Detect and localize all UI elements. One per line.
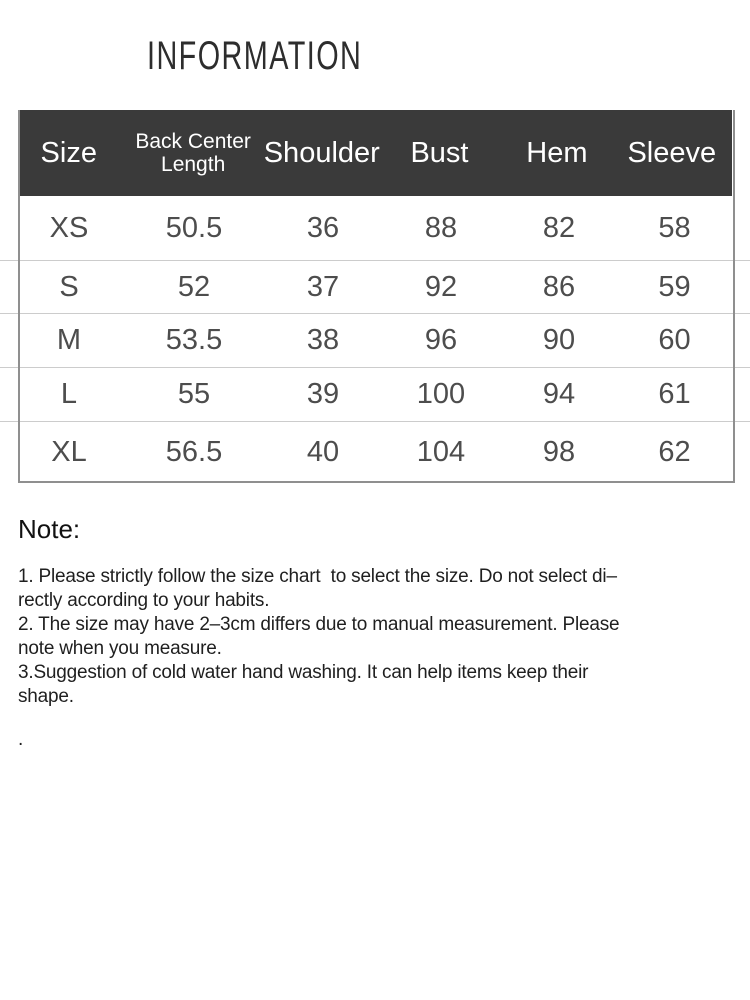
- notes-section: [18, 514, 740, 752]
- note-line-5: 3.Suggestion of cold water hand washing. It can help items keep their: [18, 662, 589, 683]
- hem-cell: 86: [542, 270, 576, 303]
- column-header-size: Size: [40, 136, 97, 169]
- hem-cell: 98: [542, 436, 576, 468]
- column-header-back-center-length: Back Center Length: [135, 130, 251, 176]
- bust-cell: 92: [424, 270, 458, 303]
- bust-cell: 100: [416, 378, 466, 410]
- trailing-period: .: [18, 729, 24, 750]
- shoulder-cell: 37: [306, 270, 340, 303]
- column-header-shoulder: Shoulder: [263, 136, 380, 169]
- table-right-border: [733, 110, 735, 483]
- table-bottom-border: [18, 481, 735, 483]
- note-line-6: shape.: [18, 686, 74, 707]
- size-chart-header-row: [18, 110, 732, 196]
- shoulder-cell: 39: [306, 378, 340, 410]
- bust-cell: 104: [416, 436, 466, 468]
- shoulder-cell: 38: [306, 324, 340, 356]
- hem-cell: 82: [542, 211, 576, 244]
- note-line-2: rectly according to your habits.: [18, 590, 270, 611]
- bust-cell: 96: [424, 324, 458, 356]
- size-cell: L: [60, 378, 78, 410]
- shoulder-cell: 40: [306, 436, 340, 468]
- table-row-s: [0, 261, 750, 314]
- size-cell: M: [56, 324, 82, 356]
- sleeve-cell: 58: [658, 211, 691, 244]
- size-cell: S: [59, 270, 79, 303]
- column-header-hem: Hem: [526, 136, 588, 169]
- size-cell: XS: [49, 211, 89, 244]
- back-center-length-cell: 55: [177, 378, 211, 410]
- back-center-length-cell: 56.5: [165, 436, 223, 468]
- back-center-length-cell: 53.5: [165, 324, 223, 356]
- size-chart-body: [0, 196, 750, 483]
- hem-cell: 94: [542, 378, 576, 410]
- bust-cell: 88: [424, 211, 458, 244]
- sleeve-cell: 60: [658, 324, 691, 356]
- table-row-m: [0, 314, 750, 368]
- size-chart-table: [0, 110, 750, 483]
- note-line-3: 2. The size may have 2–3cm differs due to manual measurement. Please: [18, 614, 620, 635]
- page-title: INFORMATION: [147, 34, 363, 78]
- shoulder-cell: 36: [306, 211, 340, 244]
- sleeve-cell: 62: [658, 436, 691, 468]
- sleeve-cell: 59: [658, 270, 691, 303]
- column-header-sleeve: Sleeve: [627, 136, 717, 169]
- table-row-xl: [0, 422, 750, 483]
- notes-heading: Note:: [18, 514, 81, 544]
- sleeve-cell: 61: [658, 378, 691, 410]
- table-row-xs: [0, 196, 750, 261]
- back-center-length-cell: 50.5: [165, 211, 223, 244]
- table-row-l: [0, 368, 750, 422]
- hem-cell: 90: [542, 324, 576, 356]
- table-left-border: [18, 110, 20, 483]
- note-line-1: 1. Please strictly follow the size chart to select the size. Do not select di–: [18, 566, 617, 587]
- column-header-bust: Bust: [410, 136, 469, 169]
- note-line-4: note when you measure.: [18, 638, 222, 659]
- back-center-length-cell: 52: [177, 270, 211, 303]
- size-cell: XL: [51, 436, 87, 468]
